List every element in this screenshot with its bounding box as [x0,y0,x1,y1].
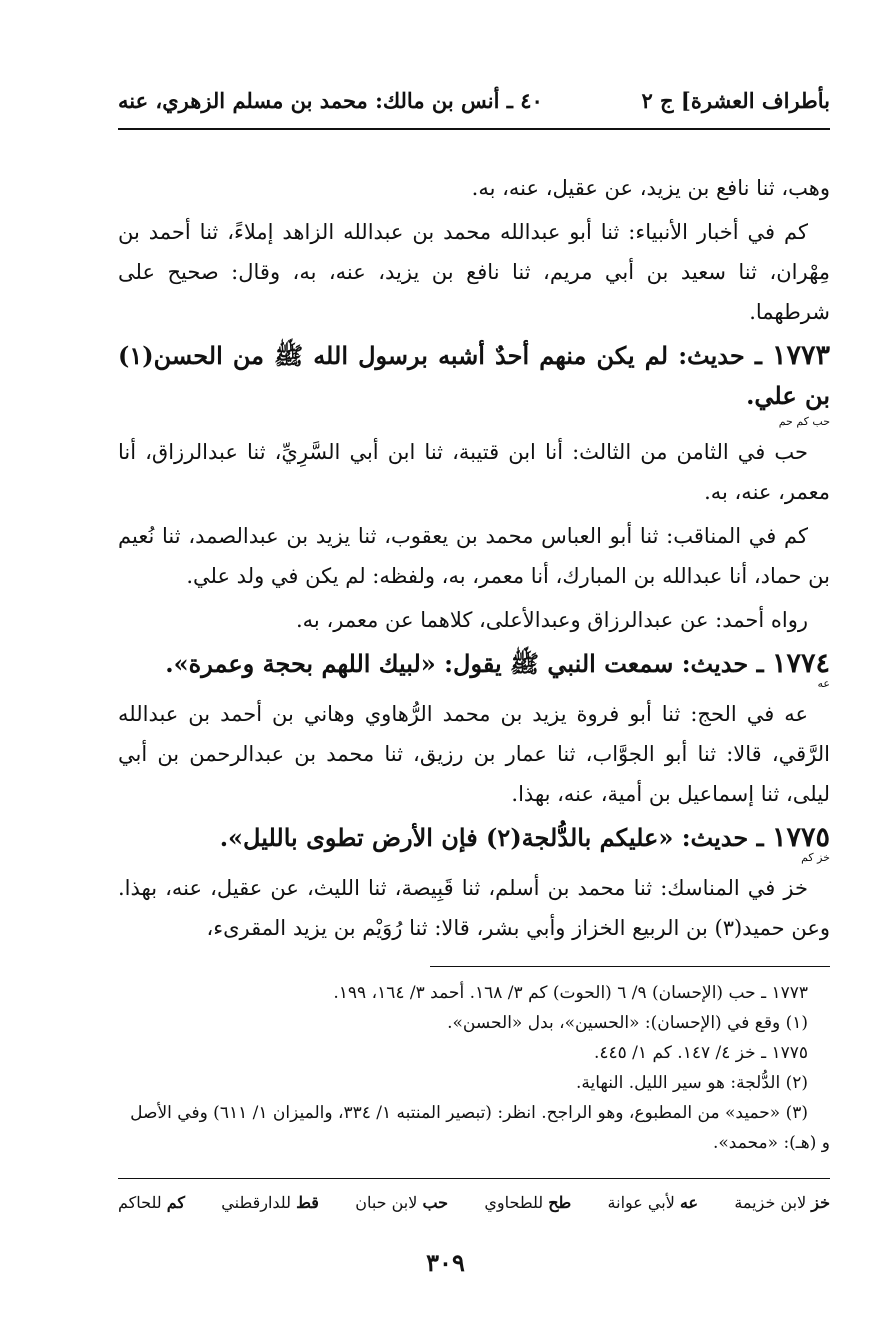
hadith-number: ١٧٧٥ [771,822,830,853]
hadith-number: ١٧٧٤ [771,648,830,679]
paragraph: كم في المناقب: ثنا أبو العباس محمد بن يعقوب، ثنا يزيد بن عبدالصمد، ثنا نُعيم بن حماد، أنا عبدالله بن المبارك، أنا معمر، به، ولفظه: لم يكن في ولد علي. [118,524,830,588]
paragraph: وهب، ثنا نافع بن يزيد، عن عقيل، عنه، به. [471,176,830,200]
footnotes [118,978,830,1158]
main-text [118,168,830,952]
footnote: (٣) «حميد» من المطبوع، وهو الراجح. انظر: (تبصير المنتبه ١/ ٣٣٤، والميزان ١/ ٦١١) وفي الأصل و (هـ): «محمد». [130,1103,830,1153]
paragraph: خز في المناسك: ثنا محمد بن أسلم، ثنا قَبِيصة، ثنا الليث، عن عقيل، عنه، بهذا. وعن حميد(٣) بن الربيع الخزاز وأبي بشر، قالا: ثنا رُوَيْم بن يزيد المقرىء، [118,876,830,940]
paragraph: حب في الثامن من الثالث: أنا ابن قتيبة، ثنا ابن أبي السَّرِيِّ، ثنا عبدالرزاق، أنا معمر، عنه، به. [118,440,830,504]
source-codes: عه [817,677,830,690]
abbreviation-key [118,1193,830,1212]
abbreviation-item: كم للحاكم [118,1193,185,1212]
page-number: ٣٠٩ [426,1248,465,1277]
paragraph: كم في أخبار الأنبياء: ثنا أبو عبدالله محمد بن عبدالله الزاهد إملاءً، ثنا أحمد بن مِهْران، ثنا سعيد بن أبي مريم، ثنا نافع بن يزيد، عنه، به، وقال: صحيح على شرطهما. [118,220,830,324]
hadith-1774 [118,644,830,690]
paragraph: رواه أحمد: عن عبدالرزاق وعبدالأعلى، كلاهما عن معمر، به. [296,608,808,632]
footnote-rule [430,966,830,967]
header-volume: بأطراف العشرة] ج ٢ [641,88,830,113]
abbreviation-item: قط للدارقطني [221,1193,319,1212]
footnote: (١) وقع في (الإحسان): «الحسين»، بدل «الحسن». [447,1013,808,1033]
source-codes: خز كم [801,851,830,864]
abbreviation-item: حب لابن حبان [355,1193,449,1212]
hadith-text: ـ حديث: لم يكن منهم أحدٌ أشبه برسول الله ﷺ من الحسن(١) بن علي. [118,341,830,410]
header-rule [118,128,830,130]
hadith-text: ـ حديث: سمعت النبي ﷺ يقول: «لبيك اللهم بحجة وعمرة». [165,649,764,678]
abbreviation-item: طح للطحاوي [484,1193,572,1212]
hadith-1773 [118,336,830,428]
running-header [118,88,830,113]
footnote: (٢) الدُّلجة: هو سير الليل. النهاية. [576,1073,808,1093]
footnote: ١٧٧٣ ـ حب (الإحسان) ٩/ ٦ (الحوت) كم ٣/ ١٦٨. أحمد ٣/ ١٦٤، ١٩٩. [333,983,808,1003]
abbreviation-item: خز لابن خزيمة [734,1193,830,1212]
abbreviations-rule [118,1178,830,1179]
hadith-1775 [118,818,830,864]
paragraph: عه في الحج: ثنا أبو فروة يزيد بن محمد الرُّهاوي وهاني بن أحمد بن عبدالله الرَّقي، قالا: ثنا أبو الجوَّاب، ثنا عمار بن رزيق، ثنا محمد بن عبدالرحمن بن أبي ليلى، ثنا إسماعيل بن أمية، عنه، بهذا. [118,702,830,806]
hadith-text: ـ حديث: «عليكم بالدُّلجة(٢) فإن الأرض تطوى بالليل». [219,823,764,852]
header-chapter: ٤٠ ـ أنس بن مالك: محمد بن مسلم الزهري، عنه [118,88,543,113]
source-codes: حب كم حم [778,415,830,428]
abbreviation-item: عه لأبي عوانة [607,1193,699,1212]
hadith-number: ١٧٧٣ [771,340,830,371]
footnote: ١٧٧٥ ـ خز ٤/ ١٤٧. كم ١/ ٤٤٥. [593,1043,808,1063]
